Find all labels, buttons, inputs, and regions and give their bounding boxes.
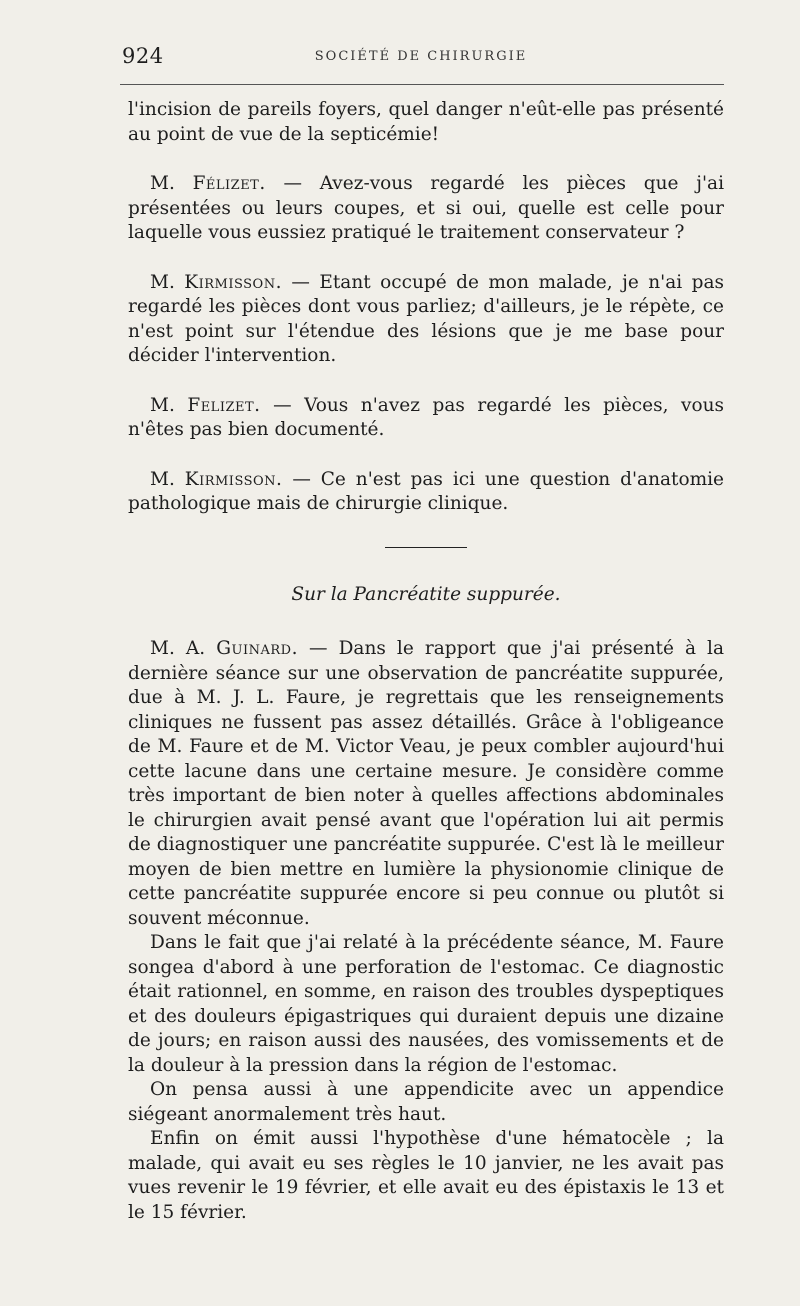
paragraph-text: — Etant occupé de mon malade, je n'ai pas regardé les pièces dont vous parliez; d'ailleurs, je le répète, ce n'est point sur l'étendue des lésions que je me base pour décider l'intervention.	[128, 271, 724, 366]
dialogue-paragraph	[128, 468, 724, 517]
speaker-prefix: M. A.	[150, 638, 206, 659]
section-paragraph	[128, 637, 724, 931]
continuation-paragraph	[128, 98, 724, 147]
speaker-prefix: M.	[150, 271, 175, 293]
section-paragraph: Dans le fait que j'ai relaté à la précédente séance, M. Faure songea d'abord à une perforation de l'estomac. Ce diagnostic était rationnel, en somme, en raison des troubles dyspeptiques et des douleurs épigastriques qui duraient depuis une dizaine de jours; en raison aussi des nausées, des vomissements et de la douleur à la pression dans la région de l'estomac.	[128, 932, 724, 1076]
running-title: SOCIÉTÉ DE CHIRURGIE	[314, 49, 528, 64]
speaker-name: Félizet.	[192, 173, 266, 194]
speaker-prefix: M.	[150, 173, 175, 194]
speaker-name: Kirmisson.	[184, 468, 283, 490]
dialogue-paragraph	[128, 271, 724, 369]
paragraph-text: l'incision de pareils foyers, quel danger n'eût-elle pas présenté au point de vue de la septicémie!	[128, 99, 724, 145]
section-paragraph: Enfin on émit aussi l'hypothèse d'une hématocèle ; la malade, qui avait eu ses règles le 10 janvier, ne les avait pas vues revenir le 19 février, et elle avait eu des épistaxis le 13 et le 15 février.	[128, 1128, 724, 1223]
page-number: 924	[122, 44, 164, 68]
speaker-name: Felizet.	[187, 394, 261, 416]
speaker-prefix: M.	[150, 394, 175, 416]
speaker-prefix: M.	[150, 468, 175, 490]
speaker-name: Kirmisson.	[184, 271, 282, 293]
header-rule	[120, 84, 724, 85]
section-divider	[385, 547, 467, 548]
paragraph-text: — Dans le rapport que j'ai présenté à la dernière séance sur une observation de pancréatite suppurée, due à M. J. L. Faure, je regrettais que les renseignements cliniques ne fussent pas assez détaillés. Grâce à l'obligeance de M. Faure et de M. Victor Veau, je peux combler aujourd'hui cette lacune dans une certaine mesure. Je considère comme très important de bien noter à quelles affections abdominales le chirurgien avait pensé avant que l'opération lui ait permis de diagnostiquer une pancréatite suppurée. C'est là le meilleur moyen de bien mettre en lumière la physionomie clinique de cette pancréatite suppurée encore si peu connue ou plutôt si souvent méconnue.	[128, 638, 724, 929]
paragraph-text: — Avez-vous regardé les pièces que j'ai présentées ou leurs coupes, et si oui, quelle est celle pour laquelle vous eussiez pratiqué le traitement conservateur ?	[128, 173, 724, 243]
running-head	[118, 44, 724, 72]
paragraph-text: — Ce n'est pas ici une question d'anatomie pathologique mais de chirurgie clinique.	[128, 468, 725, 514]
dialogue-paragraph	[128, 394, 724, 443]
dialogue-paragraph	[128, 172, 724, 246]
section-title: Sur la Pancréatite suppurée.	[291, 583, 561, 605]
section-paragraph: On pensa aussi à une appendicite avec un appendice siégeant anormalement très haut.	[128, 1079, 724, 1125]
speaker-name: Guinard.	[216, 638, 298, 659]
paragraph-text: — Vous n'avez pas regardé les pièces, vous n'êtes pas bien documenté.	[128, 394, 724, 440]
body-text	[128, 98, 724, 1225]
